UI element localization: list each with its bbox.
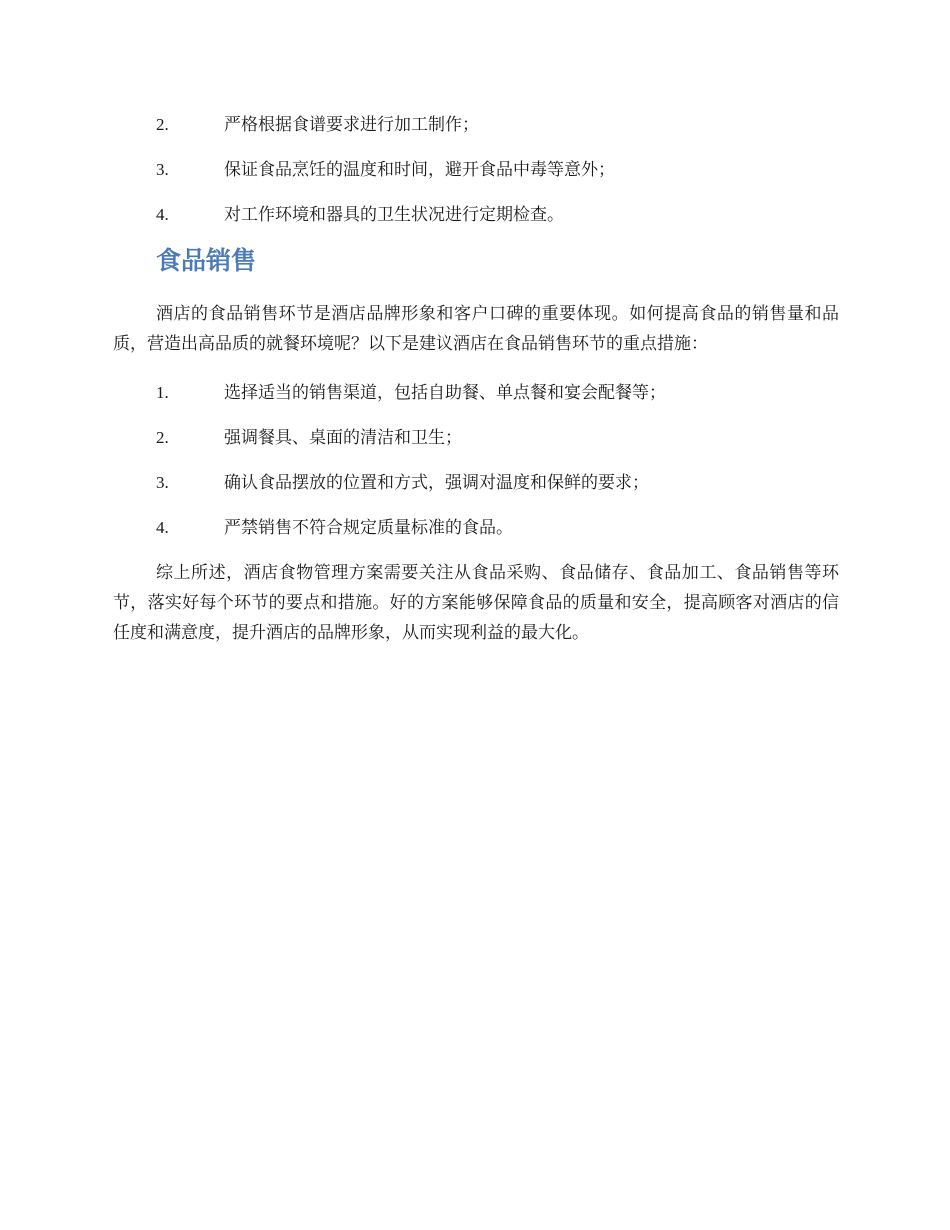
section-heading: 食品销售: [156, 246, 257, 275]
list-item-number: 3.: [156, 473, 169, 492]
list-item: [0, 204, 950, 249]
list-item-text: 对工作环境和器具的卫生状况进行定期检查。: [224, 205, 564, 225]
list-item-number: 2.: [156, 428, 169, 447]
list-item-text: 选择适当的销售渠道，包括自助餐、单点餐和宴会配餐等；: [224, 383, 666, 403]
list-item: [0, 159, 950, 204]
list-item-number: 4.: [156, 518, 169, 537]
list-item-text: 保证食品烹饪的温度和时间，避开食品中毒等意外；: [224, 160, 615, 180]
list-item-text: 确认食品摆放的位置和方式，强调对温度和保鲜的要求；: [224, 473, 649, 493]
list-item: [0, 517, 950, 562]
processing-steps-list: [0, 114, 950, 249]
sales-measures-list: [0, 382, 950, 562]
list-item: [0, 472, 950, 517]
conclusion-paragraph: 综上所述，酒店食物管理方案需要关注从食品采购、食品储存、食品加工、食品销售等环节，落实好每个环节的要点和措施。好的方案能够保障食品的质量和安全，提高顾客对酒店的信任度和满意度，提升酒店的品牌形象，从而实现利益的最大化。: [113, 563, 839, 643]
list-item-number: 1.: [156, 383, 169, 402]
list-item: [0, 382, 950, 427]
list-item: [0, 114, 950, 159]
list-item-number: 2.: [156, 115, 169, 134]
list-item-text: 强调餐具、桌面的清洁和卫生；: [224, 428, 462, 448]
list-item-number: 3.: [156, 160, 169, 179]
section-intro-paragraph: 酒店的食品销售环节是酒店品牌形象和客户口碑的重要体现。如何提高食品的销售量和品质，营造出高品质的就餐环境呢？以下是建议酒店在食品销售环节的重点措施：: [113, 304, 839, 354]
list-item: [0, 427, 950, 472]
list-item-text: 严禁销售不符合规定质量标准的食品。: [224, 518, 513, 538]
list-item-number: 4.: [156, 205, 169, 224]
list-item-text: 严格根据食谱要求进行加工制作；: [224, 115, 479, 135]
